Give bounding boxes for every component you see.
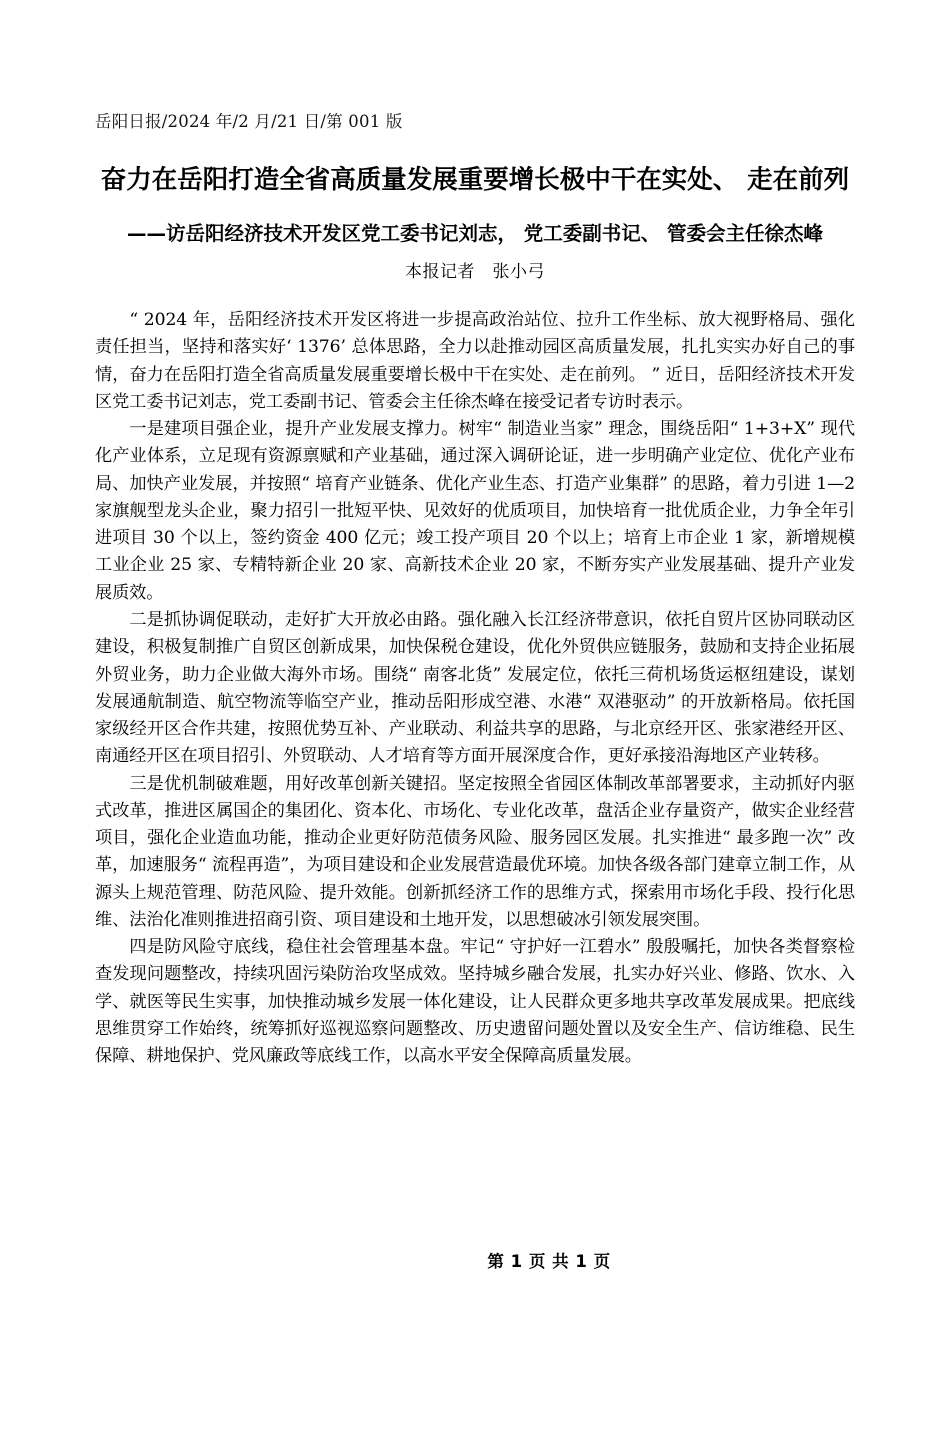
article-paragraph: “ 2024 年，岳阳经济技术开发区将进一步提高政治站位、拉升工作坐标、放大视野格局、强化责任担当，坚持和落实好‘ 1376’ 总体思路，全力以赴推动园区高质量发展，扎扎实实办好自己的事情，奋力在岳阳打造全省高质量发展重要增长极中干在实处、走在前列。 ” 近日，岳阳经济技术开发区党工委书记刘志，党工委副书记、管委会主任徐杰峰在接受记者专访时表示。 <box>95 310 855 412</box>
masthead-source-line: 岳阳日报/2024 年/2 月/21 日/第 001 版 <box>95 112 403 131</box>
document-subtitle: ——访岳阳经济技术开发区党工委书记刘志， 党工委副书记、 管委会主任徐杰峰 <box>126 222 824 245</box>
article-paragraph: 二是抓协调促联动，走好扩大开放必由路。强化融入长江经济带意识，依托自贸片区协同联动区建设，积极复制推广自贸区创新成果，加快保税仓建设，优化外贸供应链服务，鼓励和支持企业拓展外贸业务，助力企业做大海外市场。围绕“ 南客北货” 发展定位，依托三荷机场货运枢纽建设，谋划发展通航制造、航空物流等临空产业，推动岳阳形成空港、水港“ 双港驱动” 的开放新格局。依托国家级经开区合作共建，按照优势互补、产业联动、利益共享的思路，与北京经开区、张家港经开区、南通经开区在项目招引、外贸联动、人才培育等方面开展深度合作，更好承接沿海地区产业转移。 <box>95 610 855 767</box>
article-body <box>95 307 855 1070</box>
document-page <box>0 112 950 1456</box>
article-paragraph: 一是建项目强企业，提升产业发展支撑力。树牢“ 制造业当家” 理念，围绕岳阳“ 1+3+X” 现代化产业体系，立足现有资源禀赋和产业基础，通过深入调研论证，进一步明确产业定位、优化产业布局、加快产业发展，并按照“ 培育产业链条、优化产业生态、打造产业集群” 的思路，着力引进 1—2 家旗舰型龙头企业，聚力招引一批短平快、见效好的优质项目，加快培育一批优质企业，力争全年引进项目 30 个以上，签约资金 400 亿元；竣工投产项目 20 个以上；培育上市企业 1 家，新增规模工业企业 25 家、专精特新企业 20 家、高新技术企业 20 家，不断夯实产业发展基础、提升产业发展质效。 <box>95 419 855 603</box>
page-number-indicator: 第 1 页 共 1 页 <box>487 1252 611 1271</box>
byline: 本报记者 张小弓 <box>405 262 545 283</box>
article-paragraph: 四是防风险守底线，稳住社会管理基本盘。牢记“ 守护好一江碧水” 殷殷嘱托，加快各类督察检查发现问题整改，持续巩固污染防治攻坚成效。坚持城乡融合发展，扎实办好兴业、修路、饮水、入学、就医等民生实事，加快推动城乡发展一体化建设，让人民群众更多地共享改革发展成果。把底线思维贯穿工作始终，统筹抓好巡视巡察问题整改、历史遗留问题处置以及安全生产、信访维稳、民生保障、耕地保护、党风廉政等底线工作，以高水平安全保障高质量发展。 <box>95 937 855 1067</box>
page-footer <box>0 1248 950 1272</box>
page-title: 奋力在岳阳打造全省高质量发展重要增长极中干在实处、 走在前列 <box>100 164 850 195</box>
article-paragraph: 三是优机制破难题，用好改革创新关键招。坚定按照全省园区体制改革部署要求，主动抓好内驱式改革，推进区属国企的集团化、资本化、市场化、专业化改革，盘活企业存量资产，做实企业经营项目，强化企业造血功能，推动企业更好防范债务风险、服务园区发展。扎实推进“ 最多跑一次” 改革，加速服务“ 流程再造”，为项目建设和企业发展营造最优环境。加快各级各部门建章立制工作，从源头上规范管理、防范风险、提升效能。创新抓经济工作的思维方式，探索用市场化手段、投行化思维、法治化准则推进招商引资、项目建设和土地开发，以思想破冰引领发展突围。 <box>95 773 855 930</box>
